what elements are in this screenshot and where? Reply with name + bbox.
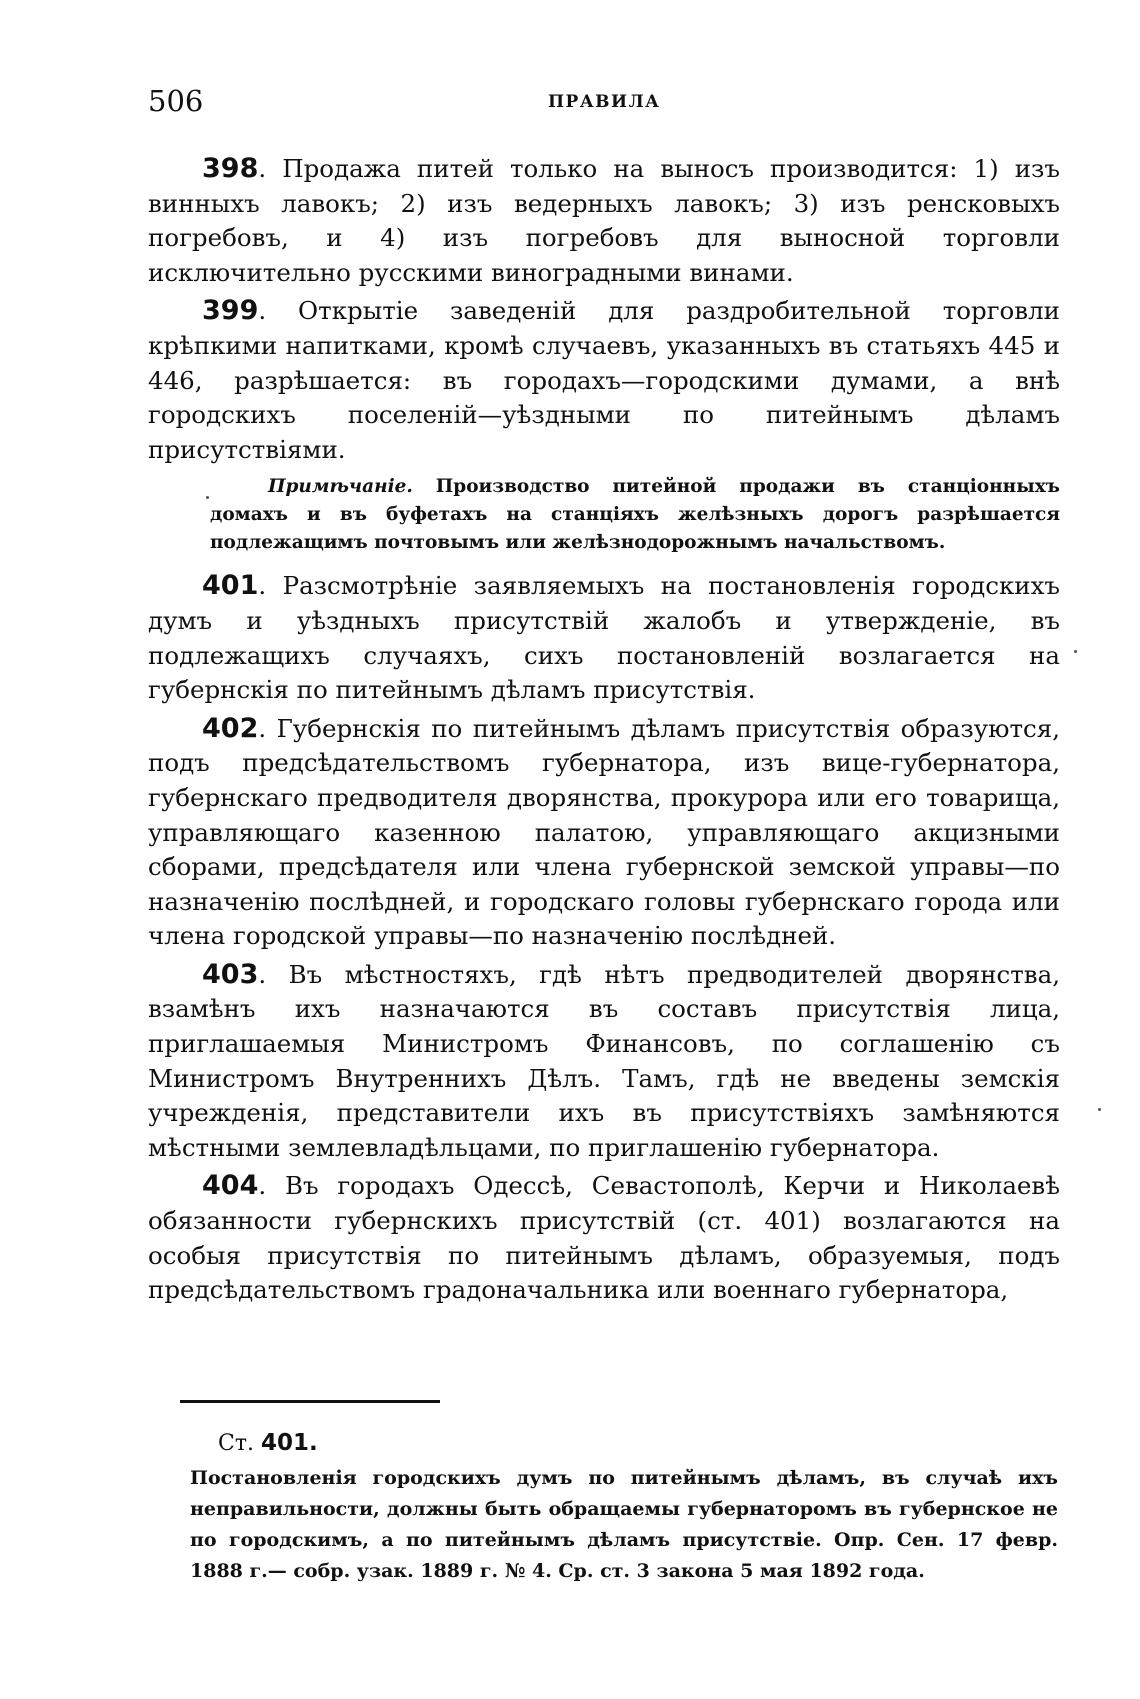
article-text: . Губернскія по питейнымъ дѣламъ присутствія образуются, подъ предсѣдательствомъ губернатора, изъ вице-губернатора, губернскаго предводителя дворянства, прокурора или его товарища, управляющаго казенною палатою, управляющаго акцизными сборами, предсѣдателя или члена губернской земской управы—по назначенію послѣдней, и городскаго головы губернскаго города или члена городской управы—по назначенію послѣдней. [148, 713, 1060, 951]
footnote-heading [218, 1428, 1058, 1459]
article-401 [148, 569, 1060, 707]
note-label: Примѣчаніе. [268, 476, 413, 498]
article-number: 399 [202, 295, 259, 327]
print-speck [1098, 1108, 1101, 1111]
print-speck [1074, 650, 1077, 653]
article-text: . Открытіе заведеній для раздробительной торговли крѣпкими напитками, кромѣ случаевъ, указанныхъ въ статьяхъ 445 и 446, разрѣшается: въ городахъ—городскими думами, а внѣ городскихъ поселеній—уѣздными по питейнымъ дѣламъ присутствіями. [148, 296, 1060, 464]
article-number: 403 [202, 958, 259, 990]
footnote-divider [180, 1400, 440, 1403]
main-text [148, 152, 1060, 1312]
article-text: . Въ мѣстностяхъ, гдѣ нѣтъ предводителей дворянства, взамѣнъ ихъ назначаются въ составъ присутствія лица, приглашаемыя Министромъ Финансовъ, по соглашенію съ Министромъ Внутреннихъ Дѣлъ. Тамъ, гдѣ не введены земскія учрежденія, представители ихъ въ присутствіяхъ замѣняются мѣстными землевладѣльцами, по приглашенію губернатора. [148, 959, 1060, 1162]
page-number: 506 [148, 84, 204, 118]
footnote-prefix: Ст. [218, 1431, 261, 1456]
article-402 [148, 712, 1060, 954]
footnote-text: Постановленія городскихъ думъ по питейнымъ дѣламъ, въ случаѣ ихъ неправильности, должны быть обращаемы губернаторомъ въ губернское не по городскимъ, а по питейнымъ дѣламъ присутствіе. Опр. Сен. 17 февр. 1888 г.— собр. узак. 1889 г. № 4. Ср. ст. 3 закона 5 мая 1892 года. [190, 1467, 1058, 1582]
article-403 [148, 958, 1060, 1166]
note-text: Производство питейной продажи въ станціонныхъ домахъ и въ буфетахъ на станціяхъ желѣзныхъ дорогъ разрѣшается подлежащимъ почтовымъ или желѣзнодорожнымъ начальствомъ. [210, 476, 1060, 554]
article-text: . Продажа питей только на выносъ производится: 1) изъ винныхъ лавокъ; 2) изъ ведерныхъ лавокъ; 3) изъ ренсковыхъ погребовъ, и 4) изъ погребовъ для выносной торговли исключительно русскими виноградными винами. [148, 154, 1060, 287]
article-number: 404 [202, 1170, 259, 1202]
article-text: . Разсмотрѣніе заявляемыхъ на постановленія городскихъ думъ и уѣздныхъ присутствій жалобъ и утвержденіе, въ подлежащихъ случаяхъ, сихъ постановленій возлагается на губернскія по питейнымъ дѣламъ присутствія. [148, 571, 1060, 705]
print-speck [206, 496, 209, 499]
article-398 [148, 152, 1060, 290]
article-number: 401 [202, 570, 259, 602]
article-text: . Въ городахъ Одессѣ, Севастополѣ, Керчи и Николаевѣ обязанности губернскихъ присутствій (ст. 401) возлагаются на особыя присутствія по питейнымъ дѣламъ, образуемыя, подъ предсѣдательствомъ градоначальника или военнаго губернатора, [148, 1171, 1060, 1305]
footnote [190, 1428, 1058, 1587]
article-404 [148, 1169, 1060, 1307]
article-note [210, 473, 1060, 557]
running-head: ПРАВИЛА [548, 92, 661, 112]
article-number: 398 [202, 153, 259, 184]
article-399 [148, 294, 1060, 467]
article-number: 402 [202, 712, 259, 744]
footnote-number: 401. [261, 1430, 318, 1456]
page-header [148, 84, 1060, 124]
